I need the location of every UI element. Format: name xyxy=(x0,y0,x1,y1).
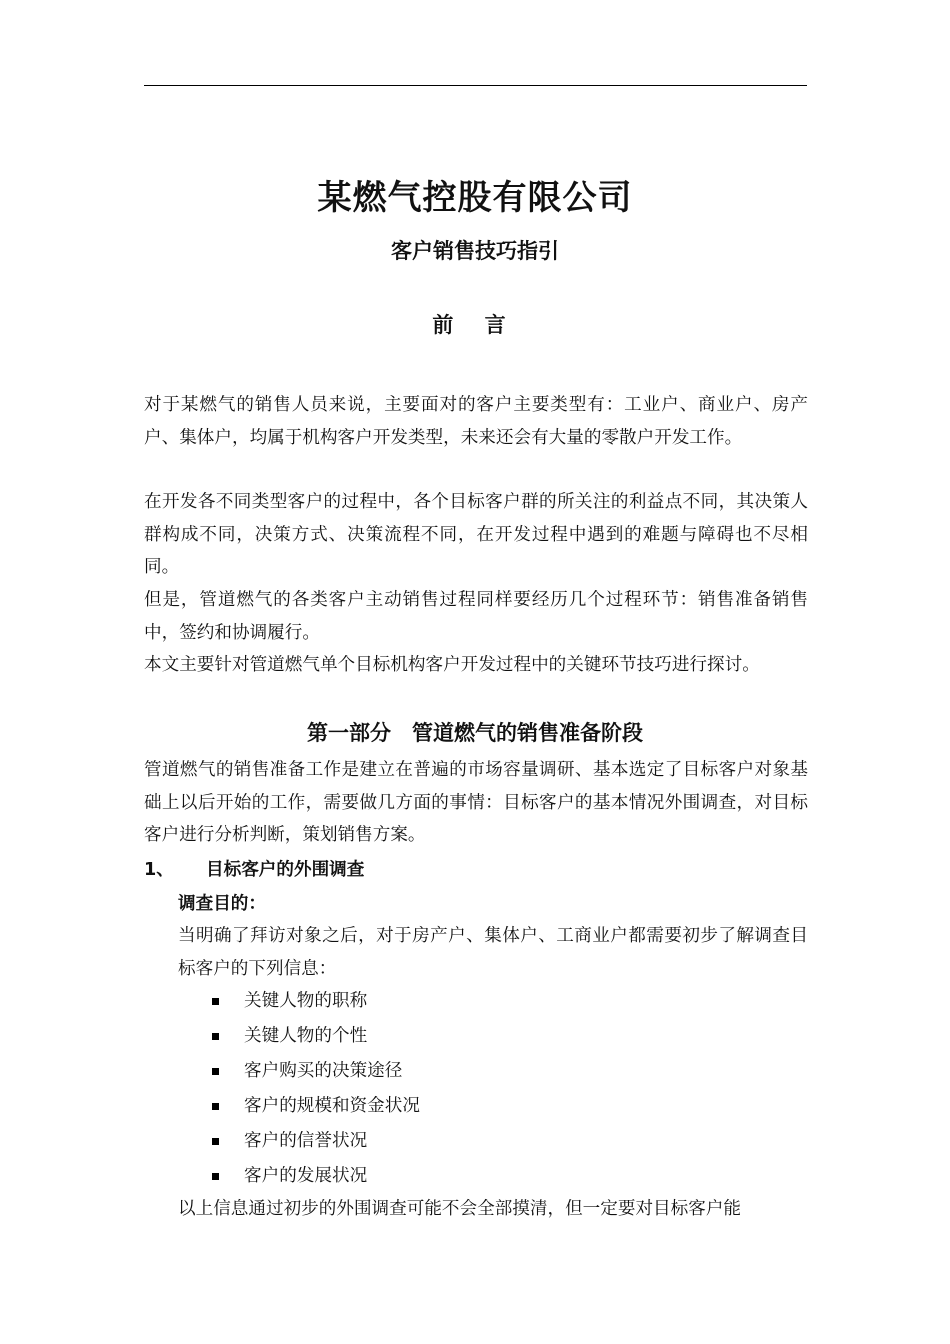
list-item xyxy=(210,1019,420,1054)
square-bullet-icon xyxy=(212,1103,219,1110)
list-item xyxy=(210,1089,420,1124)
list-item xyxy=(210,1054,420,1089)
purpose-text: 当明确了拜访对象之后，对于房产户、集体户、工商业户都需要初步了解调查目标客户的下列信息： xyxy=(178,926,808,979)
part1-intro: 管道燃气的销售准备工作是建立在普遍的市场容量调研、基本选定了目标客户对象基础上以后开始的工作，需要做几方面的事情：目标客户的基本情况外围调查，对目标客户进行分析判断，策划销售方案。 xyxy=(144,760,808,846)
info-bullet-list xyxy=(210,984,420,1194)
square-bullet-icon xyxy=(212,1138,219,1145)
list-item xyxy=(210,1124,420,1159)
part1-heading: 第一部分 管道燃气的销售准备阶段 xyxy=(307,721,643,745)
preface-paragraph-3: 但是，管道燃气的各类客户主动销售过程同样要经历几个过程环节：销售准备销售中，签约和协调履行。 xyxy=(144,590,808,643)
item1-number: 1、 xyxy=(144,860,174,880)
preface-paragraph-2: 在开发各不同类型客户的过程中，各个目标客户群的所关注的利益点不同，其决策人群构成不同，决策方式、决策流程不同，在开发过程中遇到的难题与障碍也不尽相同。 xyxy=(144,492,808,578)
list-item-text: 关键人物的个性 xyxy=(244,1026,368,1046)
square-bullet-icon xyxy=(212,1033,219,1040)
preface-heading: 前 言 xyxy=(432,313,518,337)
list-item-text: 关键人物的职称 xyxy=(244,991,368,1011)
list-item xyxy=(210,984,420,1019)
square-bullet-icon xyxy=(212,1173,219,1180)
document-subtitle: 客户销售技巧指引 xyxy=(391,239,559,263)
list-item-text: 客户的规模和资金状况 xyxy=(244,1096,420,1116)
item1-heading xyxy=(144,855,364,885)
list-item-text: 客户购买的决策途径 xyxy=(244,1061,403,1081)
preface-paragraph-4: 本文主要针对管道燃气单个目标机构客户开发过程中的关键环节技巧进行探讨。 xyxy=(144,655,760,675)
closing-text: 以上信息通过初步的外围调查可能不会全部摸清，但一定要对目标客户能 xyxy=(178,1199,742,1219)
square-bullet-icon xyxy=(212,998,219,1005)
square-bullet-icon xyxy=(212,1068,219,1075)
list-item xyxy=(210,1159,420,1194)
list-item-text: 客户的信誉状况 xyxy=(244,1131,368,1151)
item1-title: 目标客户的外围调查 xyxy=(206,860,365,880)
preface-paragraph-1: 对于某燃气的销售人员来说，主要面对的客户主要类型有：工业户、商业户、房产户、集体户，均属于机构客户开发类型，未来还会有大量的零散户开发工作。 xyxy=(144,395,808,448)
list-item-text: 客户的发展状况 xyxy=(244,1166,368,1186)
document-title: 某燃气控股有限公司 xyxy=(317,178,633,218)
header-rule xyxy=(144,85,807,86)
purpose-label: 调查目的： xyxy=(178,894,266,914)
